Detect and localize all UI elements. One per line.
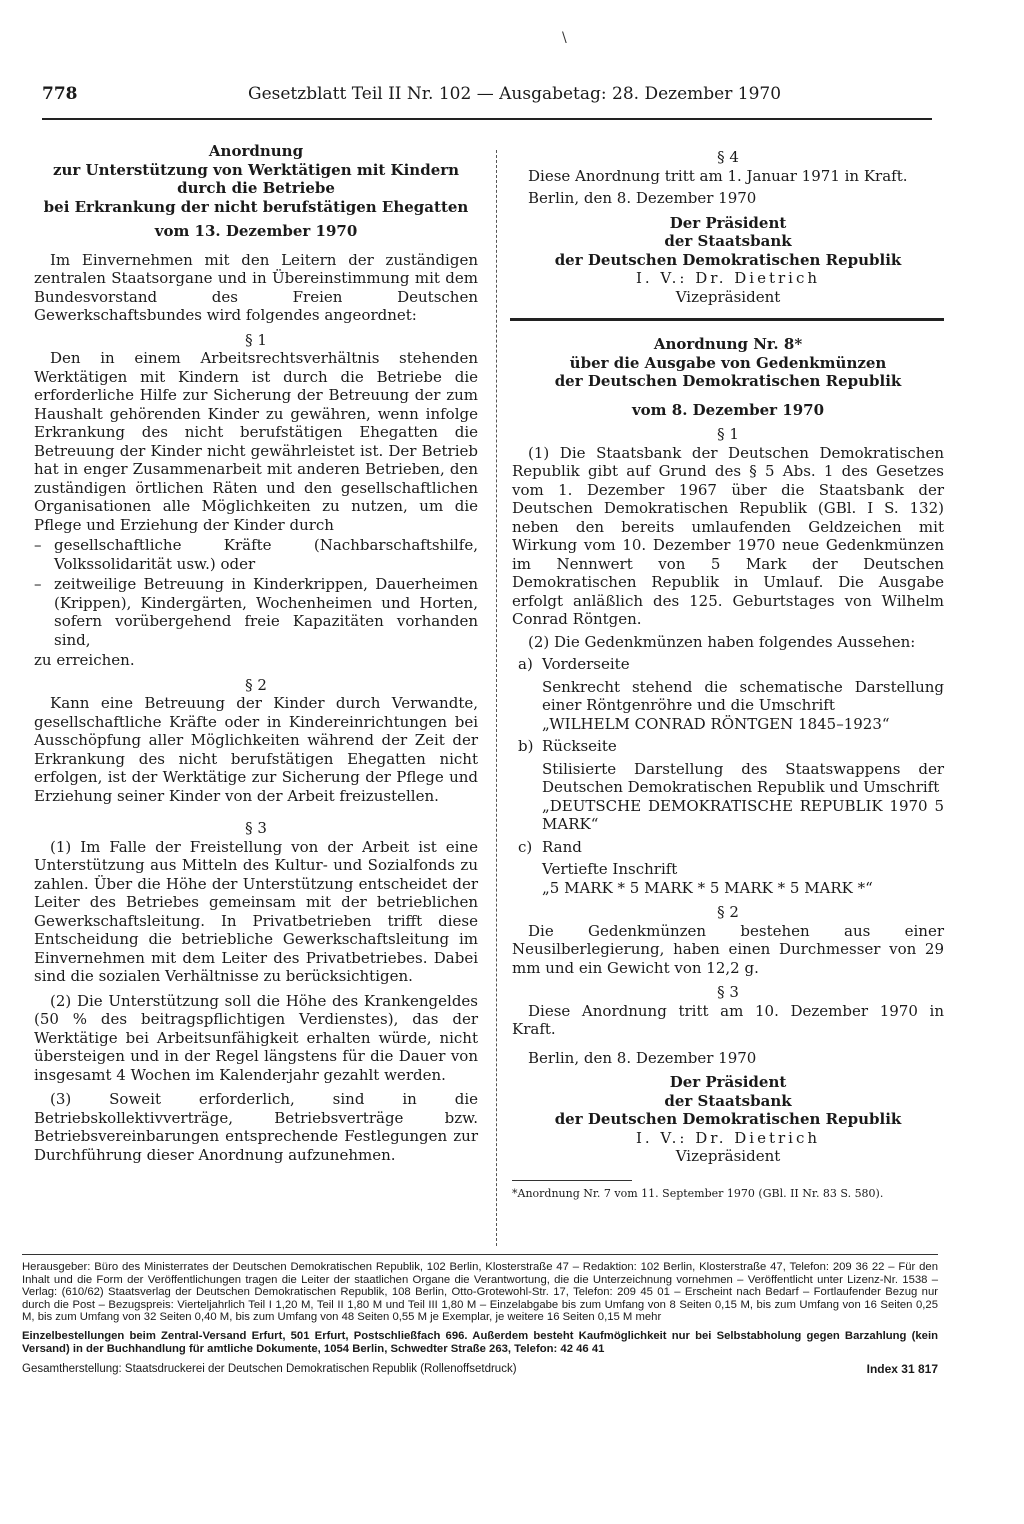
signer-name: I. V.: Dr. Dietrich xyxy=(635,269,821,287)
right-column xyxy=(512,148,944,1200)
list-item xyxy=(34,575,478,649)
section-heading: § 3 xyxy=(717,983,739,1001)
signature-block xyxy=(512,1073,944,1129)
imprint-publisher: Herausgeber: Büro des Ministerrates der Deutschen Demokratischen Republik, 102 Berlin, Klosterstraße 47 – Redaktion: 102 Berlin, Klosterstraße 47, Telefon: 209 36 22 – Für den Inhalt und die Form der Veröffentlichungen tragen die Leiter der staatlichen Organe die Verantwortung, die die Unterzeichnung vornehmen – Veröffentlicht unter Lizenz-Nr. 1538 – Verlag: (610/62) Staatsverlag der Deutschen Demokratischen Republik, 108 Berlin, Otto-Grotewohl-Str. 17, Telefon: 209 45 01 – Erscheint nach Bedarf – Fortlaufender Bezug nur durch die Post – Bezugspreis: Vierteljahrlich Teil I 1,20 M, Teil II 1,80 M und Teil III 1,80 M – Einzelabgabe bis zum Umfang von 8 Seiten 0,15 M, bis zum Umfang von 16 Seiten 0,25 M, bis zum Umfang von 32 Seiten 0,40 M, bis zum Umfang von 48 Seiten 0,55 M je Exemplar, je weitere 16 Seiten 0,15 M mehr xyxy=(22,1261,938,1324)
item-quote: „5 MARK * 5 MARK * 5 MARK * 5 MARK *“ xyxy=(542,878,873,897)
section-2-text: Kann eine Betreuung der Kinder durch Verwandte, gesellschaftliche Kräfte oder in Kindereinrichtungen bei Ausschöpfung aller Möglichkeiten während der Zeit der Erkrankung des nicht berufstätigen Ehegatten nicht erfolgen, ist der Werktätige zur Sicherung der Pflege und Erziehung seiner Kinder von der Arbeit freizustellen. xyxy=(34,694,478,805)
section-2-text: Die Gedenkmünzen bestehen aus einer Neusilberlegierung, haben einen Durchmesser von 29 mm und ein Gewicht von 12,2 g. xyxy=(512,921,944,977)
list-item-text: gesellschaftliche Kräfte (Nachbarschaftshilfe, Volkssolidarität usw.) oder xyxy=(54,536,478,573)
section-heading: § 1 xyxy=(717,425,739,443)
left-column xyxy=(34,142,478,1164)
signer-line: der Staatsbank xyxy=(664,1091,792,1110)
ordinance-date: vom 8. Dezember 1970 xyxy=(631,400,825,419)
title-line: Anordnung Nr. 8* xyxy=(653,335,803,353)
section-1-tail: zu erreichen. xyxy=(34,651,135,669)
title-line: über die Ausgabe von Gedenkmünzen xyxy=(569,353,887,372)
signer-line: der Deutschen Demokratischen Republik xyxy=(554,1110,902,1128)
item-title: Rand xyxy=(542,837,582,856)
page-number: 778 xyxy=(42,84,78,104)
stray-mark: \ xyxy=(562,30,567,46)
ordinance-title xyxy=(34,142,478,216)
imprint xyxy=(22,1254,938,1376)
signer-line: Der Präsident xyxy=(669,213,787,232)
title-line: durch die Betriebe xyxy=(177,179,335,197)
preamble: Im Einvernehmen mit den Leitern der zuständigen zentralen Staatsorgane und in Übereinstimmung mit dem Bundesvorstand des Freien Deutschen Gewerkschaftsbundes wird folgendes angeordnet: xyxy=(34,250,478,324)
coin-feature-item xyxy=(512,655,944,674)
signer-line: der Staatsbank xyxy=(664,232,792,250)
item-quote: „DEUTSCHE DEMOKRATISCHE REPUBLIK 1970 5 MARK“ xyxy=(542,796,944,833)
section-heading: § 2 xyxy=(245,675,267,694)
imprint-printer: Gesamtherstellung: Staatsdruckerei der Deutschen Demokratischen Republik (Rollenoffsetdruck) xyxy=(22,1363,517,1376)
gazette-header-title: Gesetzblatt Teil II Nr. 102 — Ausgabetag: 28. Dezember 1970 xyxy=(248,84,782,104)
section-1-paragraph-2: (2) Die Gedenkmünzen haben folgendes Aussehen: xyxy=(528,632,916,651)
signer-name: I. V.: Dr. Dietrich xyxy=(635,1128,821,1147)
page-header xyxy=(42,84,932,120)
item-body: Stilisierte Darstellung des Staatswappens der Deutschen Demokratischen Republik und Umschrift xyxy=(542,759,944,796)
item-label: a) xyxy=(518,655,533,673)
title-line: Anordnung xyxy=(208,142,304,160)
title-line: der Deutschen Demokratischen Republik xyxy=(554,372,902,390)
item-title: Rückseite xyxy=(542,737,617,755)
imprint-bottom-row xyxy=(22,1363,938,1376)
signer-line: der Deutschen Demokratischen Republik xyxy=(554,250,902,269)
section-heading: § 2 xyxy=(717,903,739,921)
item-label: c) xyxy=(518,837,533,856)
section-4-text: Diese Anordnung tritt am 1. Januar 1971 in Kraft. xyxy=(528,166,908,185)
footnote: *Anordnung Nr. 7 vom 11. September 1970 (GBl. II Nr. 83 S. 580). xyxy=(512,1186,884,1200)
section-3-text: Diese Anordnung tritt am 10. Dezember 1970 in Kraft. xyxy=(512,1001,944,1038)
section-heading: § 3 xyxy=(245,819,267,837)
dash-bullet: – xyxy=(34,536,42,554)
section-3-paragraph-2: (2) Die Unterstützung soll die Höhe des Krankengeldes (50 % des beitragspflichtigen Verdienstes), das der Werktätige bei Arbeitsunfähigkeit erhalten würde, nicht übersteigen und in der Regel längstens für die Dauer von insgesamt 4 Wochen im Kalenderjahr gezahlt werden. xyxy=(34,991,478,1084)
item-title: Vorderseite xyxy=(542,655,630,673)
dash-bullet: – xyxy=(34,575,42,593)
item-body: Senkrecht stehend die schematische Darstellung einer Röntgenröhre und die Umschrift xyxy=(542,677,944,714)
ordinance-date: vom 13. Dezember 1970 xyxy=(154,222,358,240)
footnote-rule xyxy=(512,1180,632,1181)
signer-role: Vizepräsident xyxy=(675,1147,781,1165)
list-item xyxy=(34,536,478,573)
place-date: Berlin, den 8. Dezember 1970 xyxy=(528,1048,757,1067)
imprint-rule xyxy=(22,1254,938,1255)
column-divider xyxy=(496,150,497,1246)
coin-feature-item xyxy=(512,737,944,756)
title-line: zur Unterstützung von Werktätigen mit Kindern xyxy=(52,160,460,179)
section-heading: § 4 xyxy=(717,148,739,166)
ordinance-title xyxy=(512,335,944,391)
coin-feature-item xyxy=(512,838,944,857)
imprint-ordering: Einzelbestellungen beim Zentral-Versand Erfurt, 501 Erfurt, Postschließfach 696. Außerdem besteht Kaufmöglichkeit nur bei Selbstabholung gegen Barzahlung (kein Versand) in der Buchhandlung für amtliche Dokumente, 1054 Berlin, Schwedter Straße 263, Telefon: 42 46 41 xyxy=(22,1329,938,1355)
item-body: Vertiefte Inschrift xyxy=(542,860,678,878)
signature-block xyxy=(512,214,944,270)
section-heading: § 1 xyxy=(245,330,267,349)
section-1-text: Den in einem Arbeitsrechtsverhältnis stehenden Werktätigen mit Kindern ist durch die Betriebe die erforderliche Hilfe zur Sicherung der Betreuung der zum Haushalt gehörenden Kinder zu gewähren, wenn infolge Erkrankung des nicht berufstätigen Ehegatten die Betreuung der Kinder nicht gewährleistet ist. Der Betrieb hat in enger Zusammenarbeit mit anderen Betrieben, den zuständigen örtlichen Räten und den gesellschaftlichen Organisationen alle Möglichkeiten zu nutzen, um die Pflege und Erziehung der Kinder durch xyxy=(34,349,478,534)
title-line: bei Erkrankung der nicht berufstätigen Ehegatten xyxy=(43,197,469,216)
list-item-text: zeitweilige Betreuung in Kinderkrippen, Dauerheimen (Krippen), Kindergärten, Wochenheimen und Horten, sofern vorübergehend freie Kapazitäten vorhanden sind, xyxy=(54,575,478,649)
section-3-paragraph-3: (3) Soweit erforderlich, sind in die Betriebskollektivverträge, Betriebsverträge bzw. Betriebsvereinbarungen entsprechende Festlegungen zur Durchführung dieser Anordnung aufzunehmen. xyxy=(34,1090,478,1164)
item-quote: „WILHELM CONRAD RÖNTGEN 1845–1923“ xyxy=(542,714,890,733)
signer-role: Vizepräsident xyxy=(675,287,781,306)
item-label: b) xyxy=(518,737,534,755)
section-1-paragraph-1: (1) Die Staatsbank der Deutschen Demokratischen Republik gibt auf Grund des § 5 Abs. 1 des Gesetzes vom 1. Dezember 1967 über die Staatsbank der Deutschen Demokratischen Republik (GBl. I S. 132) neben den bereits umlaufenden Geldzeichen mit Wirkung vom 10. Dezember 1970 neue Gedenkmünzen im Nennwert von 5 Mark der Deutschen Demokratischen Republik in Umlauf. Die Ausgabe erfolgt anläßlich des 125. Geburtstages von Wilhelm Conrad Röntgen. xyxy=(512,443,944,628)
signer-line: Der Präsident xyxy=(669,1073,787,1091)
section-3-paragraph-1: (1) Im Falle der Freistellung von der Arbeit ist eine Unterstützung aus Mitteln des Kultur- und Sozialfonds zu zahlen. Über die Höhe der Unterstützung entscheidet der Leiter des Betriebes gemeinsam mit der betrieblichen Gewerkschaftsleitung. In Privatbetrieben trifft diese Entscheidung die betriebliche Gewerkschaftsleitung im Einvernehmen mit dem Leiter des Privatbetriebes. Dabei sind die sozialen Verhältnisse zu berücksichtigen. xyxy=(34,837,478,985)
imprint-index: Index 31 817 xyxy=(866,1362,938,1377)
place-date: Berlin, den 8. Dezember 1970 xyxy=(528,189,757,207)
section-rule xyxy=(510,318,944,321)
